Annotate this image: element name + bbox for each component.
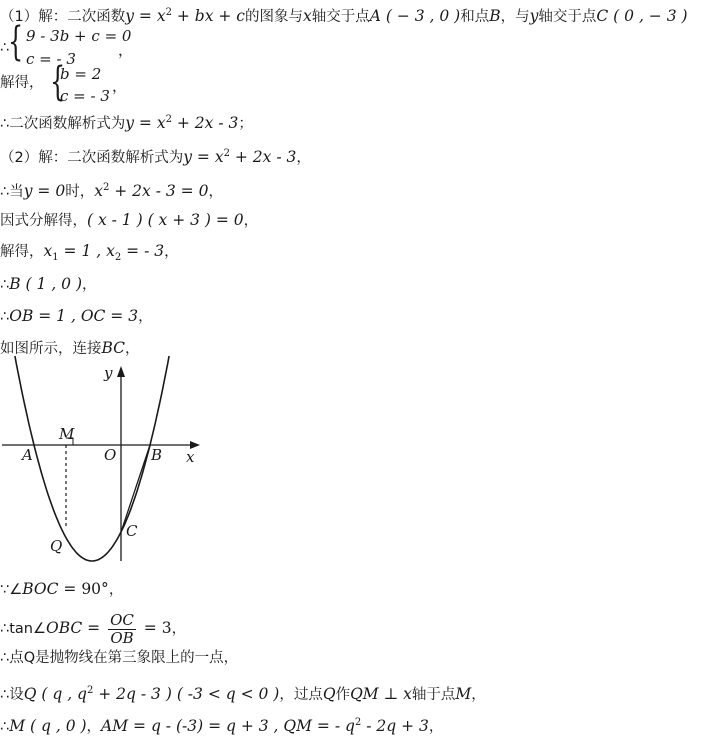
label-q: Q	[50, 537, 63, 555]
parabola-curve	[9, 356, 174, 561]
solution-line: ∴B ( 1 , 0 )，	[0, 275, 97, 293]
solution-line: ∴当y = 0时，$x^2 + 2x - 3 = 0$，	[0, 182, 223, 200]
y-axis-arrow	[117, 366, 125, 377]
solution-line: ∴tan∠OBC = $\frac{OC}{OB}$ = 3，	[0, 610, 187, 647]
label-c: C	[126, 522, 138, 540]
label-o: O	[104, 446, 117, 464]
part1-conclusion: ∴二次函数解析式为$y = x^2 + 2x - 3$；	[0, 114, 253, 132]
label-b: B	[151, 446, 163, 464]
solution-line: ∴OB = 1 , OC = 3，	[0, 307, 153, 325]
part2-intro: （2）解：二次函数解析式为$y = x^2 + 2x - 3$，	[0, 148, 311, 166]
left-brace: {	[50, 59, 66, 105]
solution-line: ∵∠BOC = 90°，	[0, 580, 124, 598]
label-m: M	[59, 425, 75, 443]
solution-line: 解得，$x_1 = 1$ , $x_2$ = - 3，	[0, 242, 179, 263]
left-brace: {	[8, 19, 24, 65]
part1-statement: （1）解：二次函数$y = x^2$ + bx + c的图象与x轴交于点A ( − 3 , 0 )和点B，与y轴交于点C ( 0 , − 3 )	[0, 7, 688, 25]
segment-bc	[121, 445, 150, 532]
solution-line: 因式分解得，( x - 1 ) ( x + 3 ) = 0，	[0, 211, 259, 229]
label-y: y	[104, 364, 113, 382]
solution-line: 如图所示，连接BC，	[0, 339, 140, 357]
fraction-oc-ob: $\frac{OC}{OB}$	[110, 610, 134, 647]
parabola-figure	[0, 356, 220, 576]
solution-line: ∴M ( q , 0 )，AM = q - (-3) = q + 3 , QM = - $q^2 - 2q + 3$，	[0, 717, 444, 735]
label-x: x	[186, 448, 195, 466]
solution-line: ∴点Q是抛物线在第三象限上的一点，	[0, 650, 239, 666]
solution-line: ∴设Q ( q , $q^2 + 2q - 3$ ) ( -3 < q < 0 )，过点Q作QM ⊥ x轴于点M，	[0, 685, 486, 703]
label-a: A	[22, 446, 33, 464]
